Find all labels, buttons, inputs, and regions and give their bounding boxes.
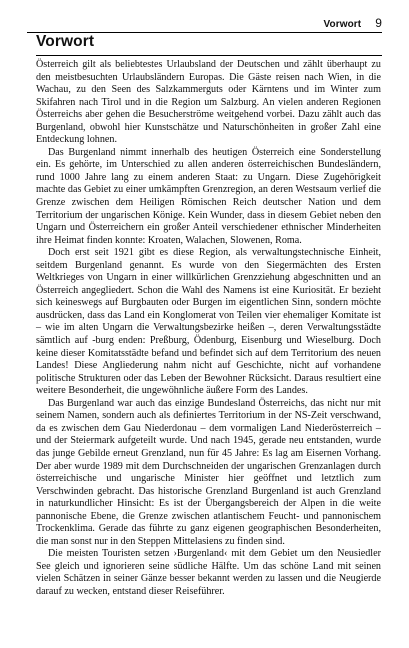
paragraph: Das Burgenland war auch das einzige Bundesland Österreichs, das nicht nur mit seinem Namen, sondern auch als definiertes Territorium in der NS-Zeit verschwand, da es zwischen dem Gau Niederdonau – dem vormaligen Land Niederösterreich – und der Steiermark aufgeteilt wurde. Und nach 1945, gerade neu entstanden, wurde das junge Gebilde erneut Grenzland, nun für 45 Jahre: Es lag am Eisernen Vorhang. Der aber wurde 1989 mit dem Durchschneiden der ungarischen Grenzanlagen durch österreichische und ungarische Minister hier geöffnet und letztlich zum Verschwinden gebracht. Das historische Grenzland Burgenland ist auch Grenzland in naturkundlicher Hinsicht: Es ist der Übergangsbereich der Alpen in die weite pannonische Ebene, die Grenze zwischen atlantischem Feucht- und pannonischem Trockenklima. Gerade das führte zu ganz eigenen geographischen Besonderheiten, die man sonst nur in den Steppen Mittelasiens zu finden sind.	[36, 397, 381, 547]
page-title: Vorwort	[36, 33, 95, 50]
title-rule	[36, 55, 382, 56]
running-header	[27, 16, 382, 30]
paragraph: Die meisten Touristen setzen ›Burgenland‹ mit dem Gebiet um den Neusiedler See gleich und ignorieren seine südliche Hälfte. Um das schöne Land mit seinen vielen Schätzen in seiner Gänze besser bekannt werden zu lassen und die Neugierde darauf zu wecken, entstand dieser Reiseführer.	[36, 548, 381, 597]
body-text	[36, 59, 381, 599]
paragraph: Das Burgenland nimmt innerhalb des heutigen Österreich eine Sonderstellung ein. Es gehörte, im Unterschied zu allen anderen österreichischen Bundesländern, rund 1000 Jahre lang zu einem anderen Staat: zu Ungarn. Diese Zugehörigkeit machte das Gebiet zu einer umkämpften Grenzregion, an deren Westsaum verlief die Grenze zwischen dem Heiligen Römischen Reich deutscher Nation und dem Territorium der ungarischen Könige. Kein Wunder, dass in diesem Gebiet neben den Ungarn und Österreichern ein großer Anteil verschiedener ethnischer Minderheiten ihre Heimat finden konnte: Kroaten, Walachen, Slowenen, Roma.	[36, 146, 381, 246]
running-header-section: Vorwort	[323, 19, 362, 30]
paragraph: Österreich gilt als beliebtestes Urlaubsland der Deutschen und zählt überhaupt zu den meistbesuchten Urlaubsländern Europas. Die Gäste reisen nach Wien, in die Wachau, zu den Seen des Salzkammerguts oder Kärntens und im Winter zum Skifahren nach Tirol und in die Region um Salzburg. An vielen anderen Regionen Österreichs aber gehen die Besucherströme weitgehend vorbei. Dazu zählt auch das Burgenland, obwohl hier Kunstschätze und Naturschönheiten in großer Zahl eine Entdeckung lohnen.	[36, 59, 381, 146]
paragraph: Doch erst seit 1921 gibt es diese Region, als verwaltungstechnische Einheit, seitdem Burgenland genannt. Es wurde von den Siegermächten des Ersten Weltkrieges von Ungarn in einer willkürlichen Grenzziehung abgeschnitten und an Österreich angegliedert. Schon die Wahl des Namens ist eine Kuriosität. Er bezieht sich keineswegs auf Burgbauten oder Burgen im eigentlichen Sinn, sondern möchte ausdrücken, dass das Land ein Konglomerat von Teilen vier ehemaliger Komitate ist – wie im alten Ungarn die Verwaltungsbezirke heißen –, deren Verwaltungsstädte sämtlich auf -burg enden: Preßburg, Ödenburg, Eisenburg und Wieselburg. Doch keine dieser Komitatsstädte befand und befindet sich auf dem Territorium des neuen Landes! Diese Angliederung nahm nicht auf Geschichte, nicht auf vorhandene politische Strukturen oder das Leben der Bewohner Rücksicht. Daraus resultiert eine weitere Besonderheit, die ungewöhnliche äußere Form des Landes.	[36, 247, 381, 397]
page-number: 9	[375, 16, 382, 30]
